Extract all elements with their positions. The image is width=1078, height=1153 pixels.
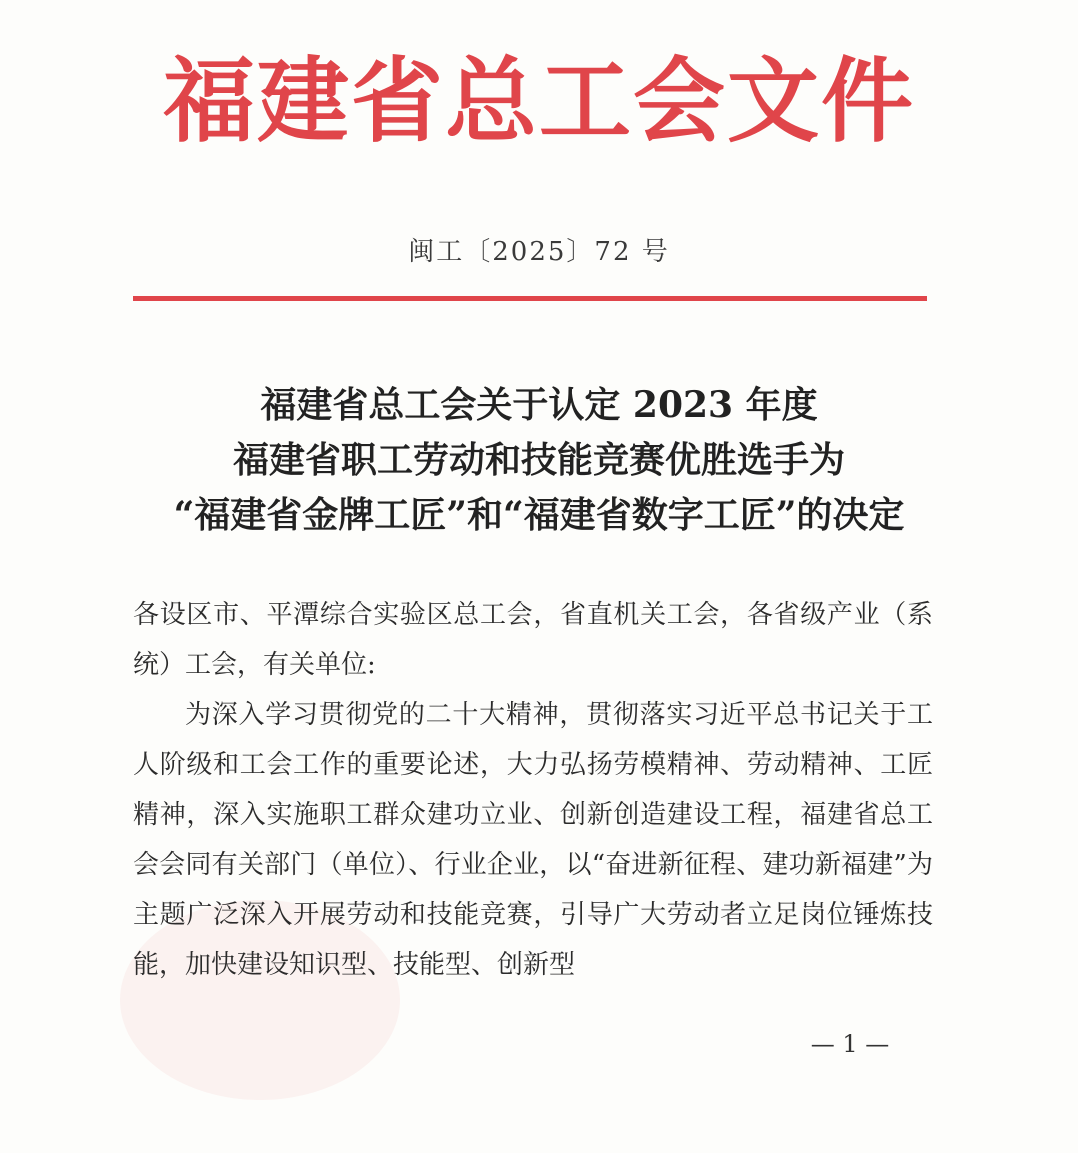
title-line-3: “福建省金牌工匠”和“福建省数字工匠”的决定 [173,494,905,536]
body-paragraph-1: 为深入学习贯彻党的二十大精神，贯彻落实习近平总书记关于工人阶级和工会工作的重要论述，大力弘扬劳模精神、劳动精神、工匠精神，深入实施职工群众建功立业、创新创造建设工程，福建省总工会会同有关部门（单位）、行业企业，以“奋进新征程、建功新福建”为主题广泛深入开展劳动和技能竞赛，引导广大劳动者立足岗位锤炼技能，加快建设知识型、技能型、创新型 [133,700,933,980]
title-line-1: 福建省总工会关于认定 2023 年度 [260,384,818,426]
title-line-2: 福建省职工劳动和技能竞赛优胜选手为 [232,439,845,481]
document-number: 闽工〔2025〕72 号 [408,237,670,267]
document-title [60,378,1018,543]
page-number: — 1 — [810,1030,890,1058]
letterhead-title: 福建省总工会文件 [162,47,915,155]
document-body [133,590,933,990]
red-separator-rule [133,296,927,301]
salutation-paragraph: 各设区市、平潭综合实验区总工会，省直机关工会，各省级产业（系统）工会，有关单位: [133,600,933,680]
